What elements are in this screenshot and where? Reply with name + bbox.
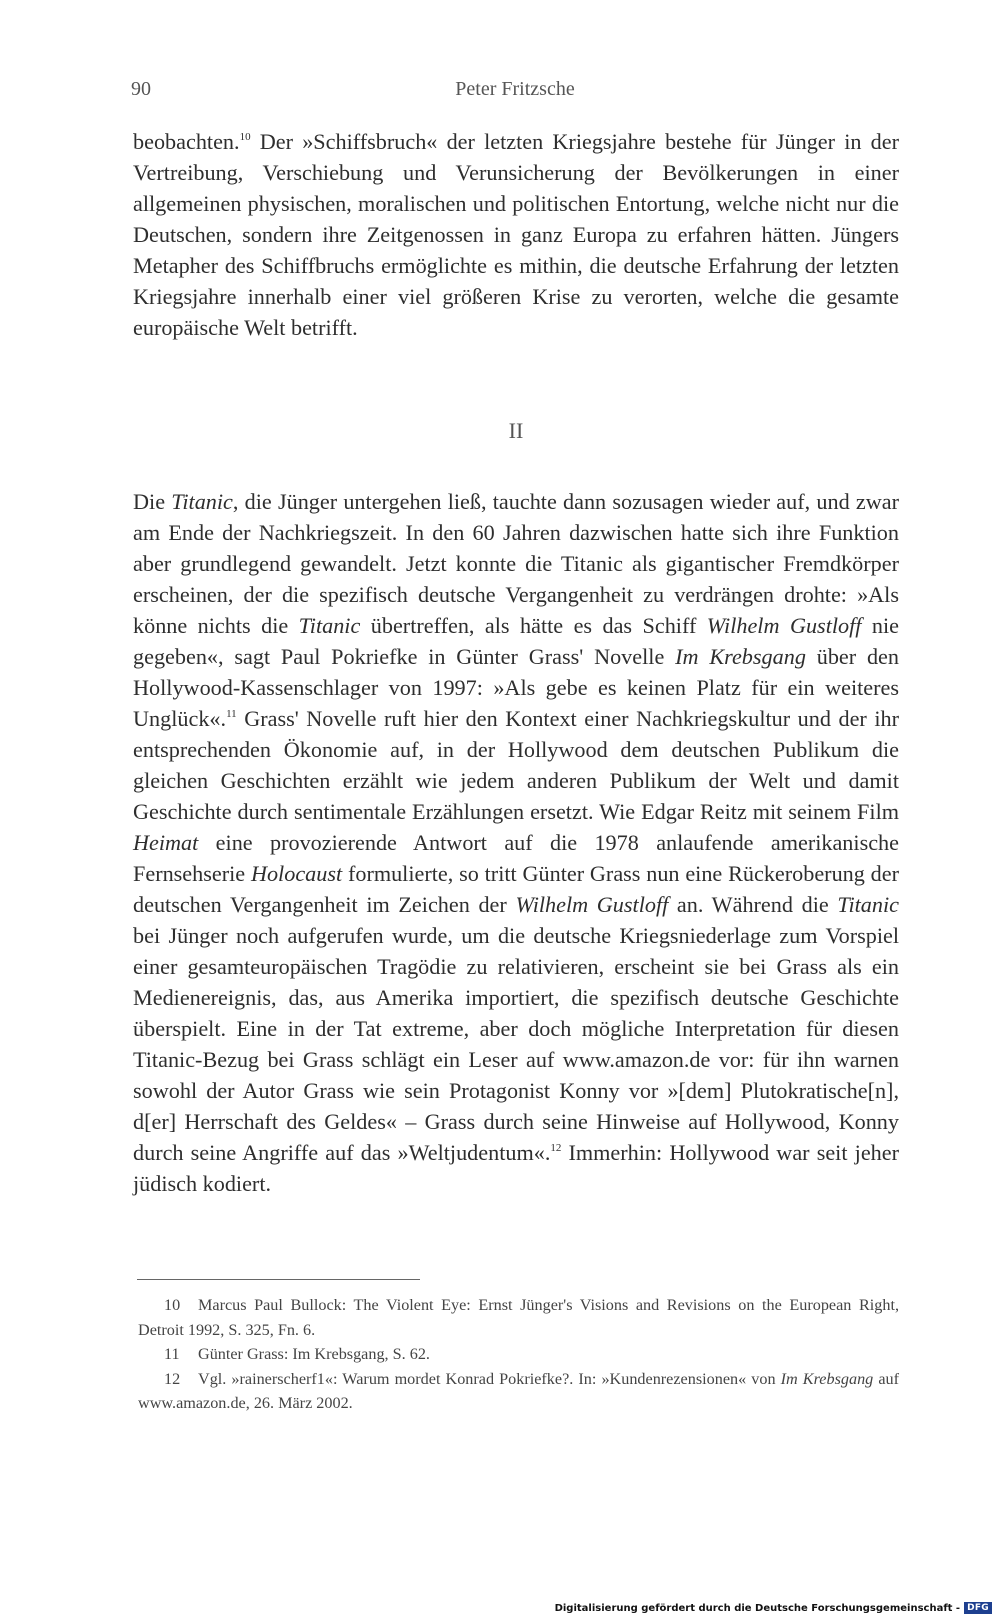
footnote-11: 11 Günter Grass: Im Krebsgang, S. 62. — [164, 1345, 430, 1363]
digitization-credit — [555, 1602, 992, 1614]
footnote-ref-10[interactable]: 10 — [239, 131, 251, 143]
dfg-logo: DFG — [964, 1602, 992, 1614]
footnote-ref-11[interactable]: 11 — [226, 708, 237, 720]
page-header — [131, 78, 899, 108]
footnotes — [138, 1293, 899, 1416]
credit-text: Digitalisierung gefördert durch die Deutsche Forschungsgemeinschaft - — [554, 1602, 961, 1614]
section-heading: II — [508, 418, 524, 443]
footnote-10: 10 Marcus Paul Bullock: The Violent Eye: Ernst Jünger's Visions and Revisions on the European Right, Detroit 1992, S. 325, Fn. 6. — [138, 1296, 899, 1339]
footnote-ref-12[interactable]: 12 — [550, 1142, 562, 1154]
running-head-author: Peter Fritzsche — [455, 78, 575, 100]
footnote-divider — [137, 1279, 420, 1280]
paragraph-2: Die Titanic, die Jünger untergehen ließ, tauchte dann sozusagen wieder auf, und zwar am Ende der Nachkriegszeit. In den 60 Jahren dazwischen hatte sich ihre Funktion aber grundlegend gewandelt. Jetzt konnte die Titanic als gigantischer Fremdkörper erscheinen, der die spezifisch deutsche Vergangenheit zu verdrängen drohte: »Als könne nichts die Titanic übertreffen, als hätte es das Schiff Wilhelm Gustloff nie gegeben«, sagt Paul Pokriefke in Günter Grass' Novelle Im Krebsgang über den Hollywood-Kassenschlager von 1997: »Als gebe es keinen Platz für ein weiteres Unglück«.$^{11}$ Grass' Novelle ruft hier den Kontext einer Nachkriegskultur und der ihr entsprechenden Ökonomie auf, in der Hollywood dem deutschen Publikum die gleichen Geschichten erzählt wie jedem anderen Publikum der Welt und damit Geschichte durch sentimentale Erzählungen ersetzt. Wie Edgar Reitz mit seinem Film Heimat eine provozierende Antwort auf die 1978 anlaufende amerikanische Fernsehserie Holocaust formulierte, so tritt Günter Grass nun eine Rückeroberung der deutschen Vergangenheit im Zeichen der Wilhelm Gustloff an. Während die Titanic bei Jünger noch aufgerufen wurde, um die deutsche Kriegsniederlage zum Vorspiel einer gesamteuropäischen Tragödie zu relativieren, erscheint sie bei Grass als ein Medienereignis, das, aus Amerika importiert, die spezifisch deutsche Geschichte überspielt. Eine in der Tat extreme, aber doch mögliche Interpretation für diesen Titanic-Bezug bei Grass schlägt ein Leser auf www.amazon.de vor: für ihn warnen sowohl der Autor Grass wie sein Protagonist Konny vor »[dem] Plutokratische[n], d[er] Herrschaft des Geldes« – Grass durch seine Hinweise auf Hollywood, Konny durch seine Angriffe auf das »Weltjudentum«.$^{12}$ Immerhin: Hollywood war seit jeher jüdisch kodiert. — [133, 489, 900, 1196]
footnote-12: 12 Vgl. »rainerscherf1«: Warum mordet Konrad Pokriefke?. In: »Kundenrezensionen« von Im Krebsgang auf www.amazon.de, 26. März 2002. — [138, 1369, 900, 1412]
paragraph-1: beobachten.$^{10}$ Der »Schiffsbruch« der letzten Kriegsjahre bestehe für Jünger in der Vertreibung, Verschiebung und Verunsicherung der Bevölkerungen in einer allgemeinen physischen, moralischen und politischen Entortung, welche nicht nur die Deutschen, sondern ihre Zeitgenossen in ganz Europa zu erfahren hätten. Jüngers Metapher des Schiffbruchs ermöglichte es mithin, die deutsche Erfahrung der letzten Kriegsjahre innerhalb einer viel größeren Krise zu verorten, welche die gesamte europäische Welt betrifft. — [133, 129, 899, 340]
page-number: 90 — [131, 78, 151, 100]
